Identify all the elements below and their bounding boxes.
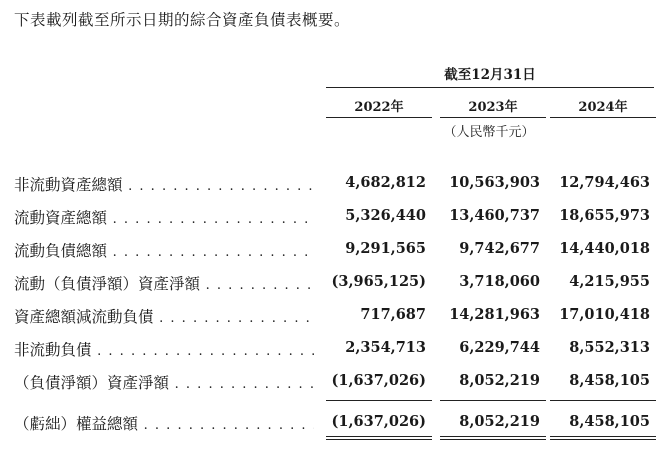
total-rule-bottom-2024: [550, 439, 656, 440]
value-2023: 3,718,060: [459, 273, 540, 290]
value-2023: 10,563,903: [449, 174, 540, 191]
subtotal-rule-2022: [326, 400, 432, 401]
year-rule-2024: [550, 117, 656, 118]
value-2024: 18,655,973: [559, 207, 650, 224]
total-rule-top-2022: [326, 436, 432, 437]
value-2024: 4,215,955: [569, 273, 650, 290]
table-row: [0, 410, 660, 436]
value-2023: 13,460,737: [449, 207, 540, 224]
row-label: 非流動負債 . . .: [14, 338, 314, 360]
total-rule-top-2024: [550, 436, 656, 437]
row-label: （虧絀）權益總額 . . .: [14, 412, 314, 434]
year-rule-2023: [440, 117, 546, 118]
value-2022: (1,637,026): [331, 413, 426, 430]
value-2022: 9,291,565: [345, 240, 426, 257]
value-2023: 6,229,744: [459, 339, 540, 356]
year-header-2024: 2024年: [578, 100, 628, 115]
value-2023: 8,052,219: [459, 372, 540, 389]
table-row: [0, 369, 660, 395]
value-2022: 4,682,812: [345, 174, 426, 191]
value-2023: 9,742,677: [459, 240, 540, 257]
value-2022: 717,687: [360, 306, 426, 323]
value-2023: 8,052,219: [459, 413, 540, 430]
value-2024: 8,458,105: [569, 372, 650, 389]
value-2024: 8,458,105: [569, 413, 650, 430]
year-rule-2022: [326, 117, 432, 118]
value-2022: 2,354,713: [345, 339, 426, 356]
value-2022: 5,326,440: [345, 207, 426, 224]
table-row: [0, 336, 660, 362]
value-2024: 14,440,018: [559, 240, 650, 257]
value-2023: 14,281,963: [449, 306, 540, 323]
value-2022: (3,965,125): [331, 273, 426, 290]
total-rule-bottom-2022: [326, 439, 432, 440]
table-row: [0, 270, 660, 296]
row-label: 流動資產總額 . . .: [14, 206, 314, 228]
period-header-rule: [326, 87, 654, 88]
row-label: （負債淨額）資產淨額 . . .: [14, 371, 314, 393]
value-2024: 17,010,418: [559, 306, 650, 323]
year-header-2023: 2023年: [468, 100, 518, 115]
value-2024: 8,552,313: [569, 339, 650, 356]
intro-text: 下表載列截至所示日期的綜合資產負債表概要。: [14, 11, 351, 29]
subtotal-rule-2024: [550, 400, 656, 401]
period-header: 截至12月31日: [444, 67, 536, 83]
unit-label: （人民幣千元）: [443, 125, 535, 140]
table-row: [0, 171, 660, 197]
subtotal-rule-2023: [440, 400, 546, 401]
row-label: 流動負債總額 . . .: [14, 239, 314, 261]
value-2022: (1,637,026): [331, 372, 426, 389]
total-rule-bottom-2023: [440, 439, 546, 440]
row-label: 資產總額減流動負債 . . .: [14, 305, 314, 327]
table-row: [0, 303, 660, 329]
year-header-2022: 2022年: [354, 100, 404, 115]
value-2024: 12,794,463: [559, 174, 650, 191]
table-row: [0, 204, 660, 230]
table-row: [0, 237, 660, 263]
total-rule-top-2023: [440, 436, 546, 437]
row-label: 流動（負債淨額）資產淨額 . . .: [14, 272, 314, 294]
row-label: 非流動資產總額 . . .: [14, 173, 314, 195]
